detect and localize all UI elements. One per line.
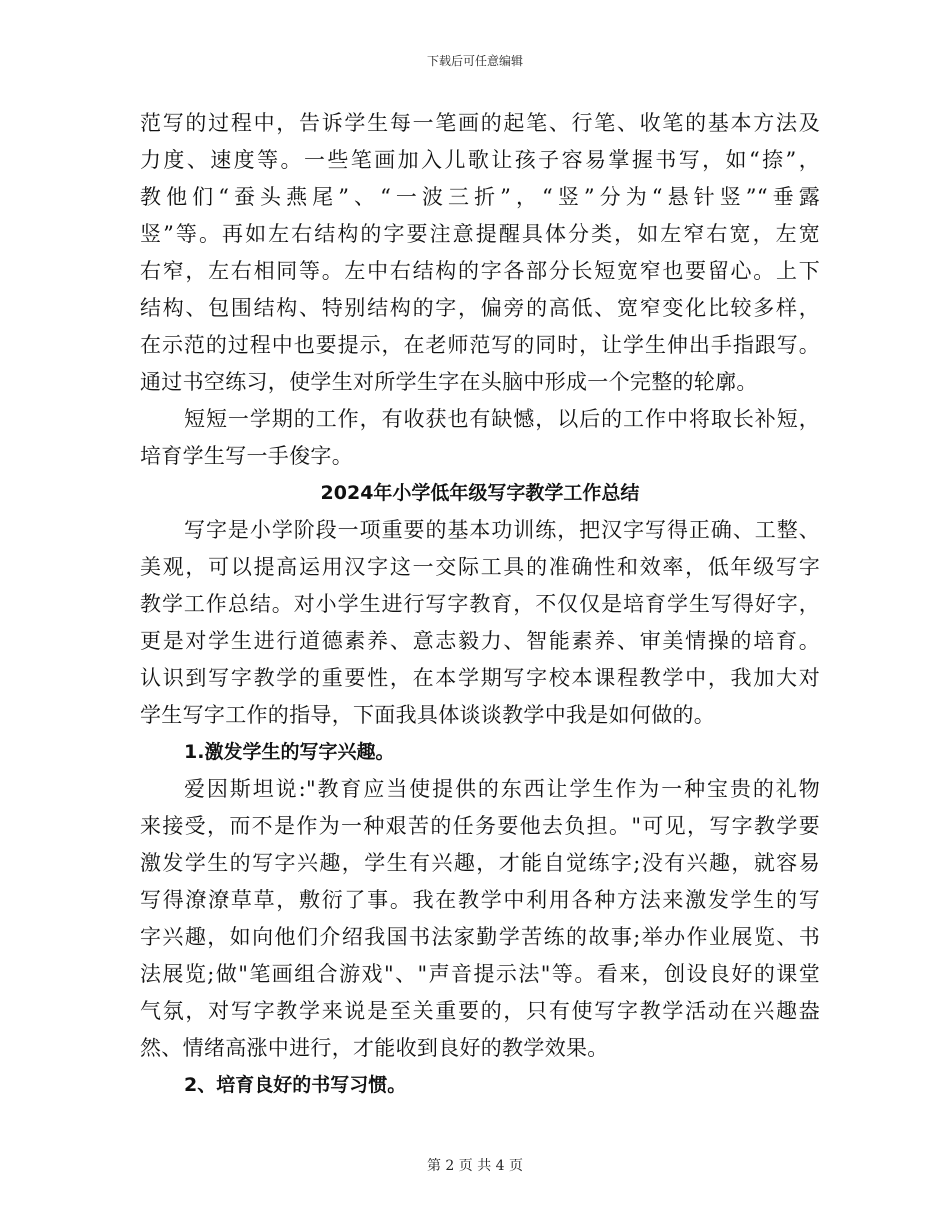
- paragraph-interest: [140, 772, 820, 1066]
- text-line: 通过书空练习，使学生对所学生字在头脑中形成一个完整的轮廓。: [140, 370, 758, 394]
- text-line: 来接受，而不是作为一种艰苦的任务要他去负担。"可见，写字教学要: [140, 814, 820, 838]
- text-line: 力度、速度等。一些笔画加入儿歌让孩子容易掌握书写，如“捺”，: [140, 148, 820, 172]
- text-line: 教学工作总结。对小学生进行写字教育，不仅仅是培育学生写得好字，: [140, 592, 820, 616]
- text-line: 竖”等。再如左右结构的字要注意提醒具体分类，如左窄右宽，左宽: [140, 222, 820, 246]
- page-header: 下载后可任意编辑: [426, 54, 523, 68]
- text-line: 写得潦潦草草，敷衍了事。我在教学中利用各种方法来激发学生的写: [140, 888, 820, 912]
- text-line: 字兴趣，如向他们介绍我国书法家勤学苦练的故事;举办作业展览、书: [140, 925, 820, 949]
- text-line: 然、情绪高涨中进行，才能收到良好的教学效果。: [140, 1036, 609, 1060]
- paragraph-summary: [140, 402, 820, 474]
- text-line: 右窄，左右相同等。左中右结构的字各部分长短宽窄也要留心。上下: [140, 259, 820, 283]
- section-title: 2024年小学低年级写字教学工作总结: [320, 482, 640, 504]
- text-line: 法展览;做"笔画组合游戏"、"声音提示法"等。看来，创设良好的课堂: [140, 962, 820, 986]
- text-line: 写字是小学阶段一项重要的基本功训练，把汉字写得正确、工整、: [184, 518, 820, 542]
- text-line: 美观，可以提高运用汉字这一交际工具的准确性和效率，低年级写字: [140, 555, 820, 579]
- text-line: 激发学生的写字兴趣，学生有兴趣，才能自觉练字;没有兴趣，就容易: [140, 851, 820, 875]
- paragraph-continued: [140, 106, 820, 400]
- text-line: 认识到写字教学的重要性，在本学期写字校本课程教学中，我加大对: [140, 666, 820, 690]
- document-body: [140, 106, 820, 1105]
- subheading-1: 1.激发学生的写字兴趣。: [184, 741, 395, 763]
- subheading-2: 2、培育良好的书写习惯。: [184, 1074, 407, 1096]
- text-line: 范写的过程中，告诉学生每一笔画的起笔、行笔、收笔的基本方法及: [140, 111, 820, 135]
- text-line: 学生写字工作的指导，下面我具体谈谈教学中我是如何做的。: [140, 703, 716, 727]
- text-line: 短短一学期的工作，有收获也有缺憾，以后的工作中将取长补短，: [184, 407, 820, 431]
- text-line: 在示范的过程中也要提示，在老师范写的同时，让学生伸出手指跟写。: [140, 333, 820, 357]
- text-line: 更是对学生进行道德素养、意志毅力、智能素养、审美情操的培育。: [140, 629, 820, 653]
- text-line: 培育学生写一手俊字。: [140, 444, 353, 468]
- text-line: 气氛，对写字教学来说是至关重要的，只有使写字教学活动在兴趣盎: [140, 999, 820, 1023]
- text-line: 教他们“蚕头燕尾”、“一波三折”，“竖”分为“悬针竖”“垂露: [140, 185, 820, 209]
- text-line: 结构、包围结构、特别结构的字，偏旁的高低、宽窄变化比较多样，: [140, 296, 820, 320]
- paragraph-intro: [140, 513, 820, 733]
- text-line: 爱因斯坦说:"教育应当使提供的东西让学生作为一种宝贵的礼物: [184, 777, 820, 801]
- page-footer: 第 2 页 共 4 页: [426, 1158, 524, 1174]
